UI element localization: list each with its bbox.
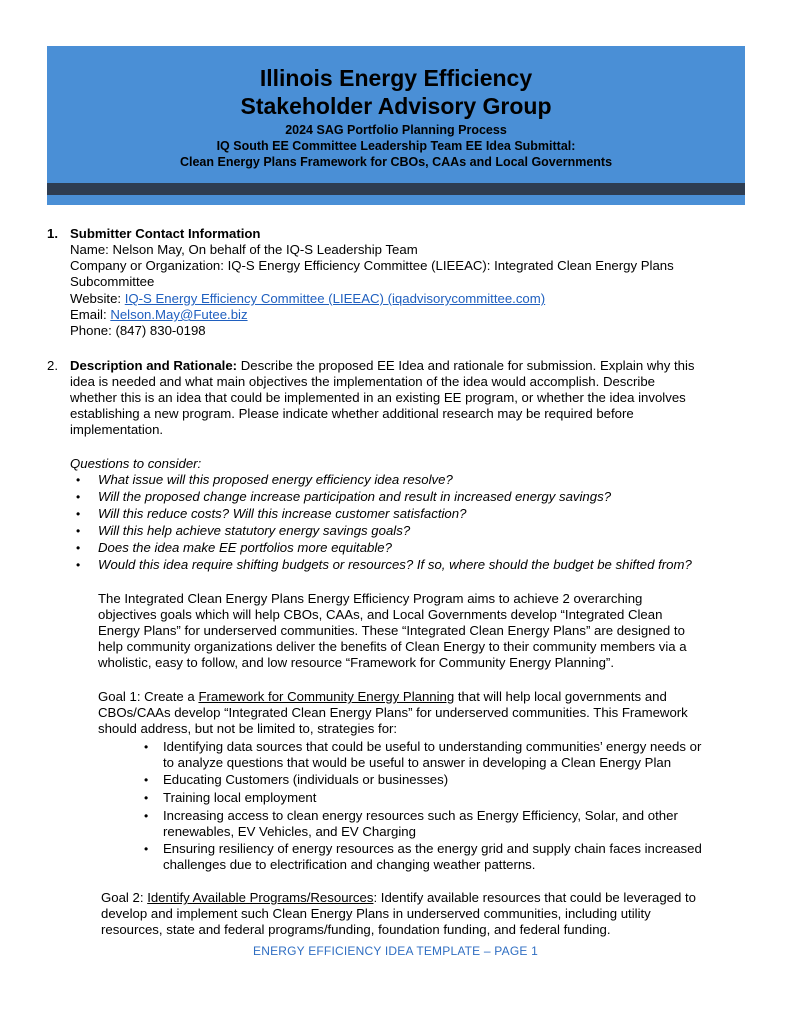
goal1-bullet: Ensuring resiliency of energy resources as the energy grid and supply chain faces increased [163, 841, 702, 856]
submitter-phone: Phone: (847) 830-0198 [70, 323, 206, 338]
goal1-bullet: Educating Customers (individuals or businesses) [163, 772, 449, 787]
goal1-framework-title: Framework for Community Energy Planning [198, 689, 455, 704]
bullet-icon: • [76, 524, 81, 538]
goal1-line2: CBOs/CAAs develop “Integrated Clean Energy Plans” for underserved communities. This Framework [98, 705, 688, 720]
bullet-icon: • [144, 842, 149, 856]
doc-subtitle-2: IQ South EE Committee Leadership Team EE Idea Submittal: [216, 139, 576, 153]
question-item: Will the proposed change increase participation and result in increased energy savings? [98, 489, 612, 504]
goal2-title: Identify Available Programs/Resources [147, 890, 374, 905]
section2-desc-line5: implementation. [70, 422, 164, 437]
bullet-icon: • [76, 541, 81, 555]
bullet-icon: • [144, 791, 149, 805]
intro-line: help community organizations deliver the benefits of Clean Energy to their community members via a [98, 639, 687, 654]
goal1-bullet: Increasing access to clean energy resources such as Energy Efficiency, Solar, and other [163, 808, 678, 823]
intro-line: Energy Plans” for underserved communities. These “Integrated Clean Energy Plans” are designed to [98, 623, 685, 638]
website-link[interactable]: IQ-S Energy Efficiency Committee (LIEEAC) (iqadvisorycommittee.com) [124, 291, 546, 306]
header-stripe-blue [47, 195, 745, 205]
questions-heading: Questions to consider: [70, 456, 202, 471]
doc-title-line1: Illinois Energy Efficiency [259, 65, 533, 91]
section1-heading: Submitter Contact Information [70, 226, 261, 241]
page-footer: ENERGY EFFICIENCY IDEA TEMPLATE – PAGE 1 [253, 944, 538, 958]
goal1-bullet: Training local employment [163, 790, 317, 805]
goal1-line3: should address, but not be limited to, strategies for: [98, 721, 398, 736]
goal1-suffix: that will help local governments and [454, 689, 667, 704]
section2-desc-line2: idea is needed and what main objectives the implementation of the idea would accomplish. Describe [70, 374, 655, 389]
question-item: Would this idea require shifting budgets or resources? If so, where should the budget be shifted from? [98, 557, 692, 572]
bullet-icon: • [144, 740, 149, 754]
submitter-email [70, 307, 248, 323]
doc-title-line2: Stakeholder Advisory Group [240, 93, 552, 119]
question-item: Will this reduce costs? Will this increase customer satisfaction? [98, 506, 467, 521]
goal1-bullet-cont: to analyze questions that would be useful to answer in developing a Clean Energy Plan [163, 755, 672, 770]
goal2-suffix: : Identify available resources that could be leveraged to [373, 890, 697, 905]
submitter-name: Name: Nelson May, On behalf of the IQ-S Leadership Team [70, 242, 418, 257]
submitter-company-line2: Subcommittee [70, 274, 155, 289]
section2-number: 2. [47, 358, 58, 373]
goal2-line3: resources, state and federal programs/funding, foundation funding, and federal funding. [101, 922, 611, 937]
doc-subtitle-1: 2024 SAG Portfolio Planning Process [285, 123, 507, 137]
intro-line: wholistic, easy to follow, and low resource “Framework for Community Energy Planning”. [98, 655, 614, 670]
header-stripe-dark [47, 183, 745, 195]
submitter-website [70, 291, 545, 307]
bullet-icon: • [76, 558, 81, 572]
goal1-bullet-cont: challenges due to electrification and changing weather patterns. [163, 857, 536, 872]
bullet-icon: • [76, 507, 81, 521]
question-item: Does the idea make EE portfolios more equitable? [98, 540, 392, 555]
goal1-bullet: Identifying data sources that could be useful to understanding communities’ energy needs or [163, 739, 702, 754]
intro-line: objectives goals which will help CBOs, CAAs, and Local Governments develop “Integrated Clean [98, 607, 663, 622]
bullet-icon: • [76, 473, 81, 487]
question-item: What issue will this proposed energy efficiency idea resolve? [98, 472, 453, 487]
goal2-prefix: Goal 2: [101, 890, 148, 905]
question-item: Will this help achieve statutory energy savings goals? [98, 523, 411, 538]
doc-subtitle-3: Clean Energy Plans Framework for CBOs, CAAs and Local Governments [179, 155, 613, 169]
email-link[interactable]: Nelson.May@Futee.biz [110, 307, 248, 322]
section2-heading: Description and Rationale: [70, 358, 238, 373]
section2-desc-line3: whether this is an idea that could be implemented in an existing EE program, or whether the idea involves [70, 390, 686, 405]
goal1-line1 [98, 689, 667, 705]
website-label: Website: [70, 291, 125, 306]
goal2-line2: develop and implement such Clean Energy Plans in underserved communities, including utility [101, 906, 651, 921]
header-banner [47, 46, 745, 183]
email-label: Email: [70, 307, 111, 322]
submitter-company-line1: Company or Organization: IQ-S Energy Efficiency Committee (LIEEAC): Integrated Clean Energy Plans [70, 258, 674, 273]
section2-desc-line1 [70, 358, 695, 374]
section2-desc-text: Describe the proposed EE Idea and rationale for submission. Explain why this [237, 358, 695, 373]
goal1-bullet-cont: renewables, EV Vehicles, and EV Charging [163, 824, 416, 839]
goal2-line1 [101, 890, 696, 906]
bullet-icon: • [144, 773, 149, 787]
section1-number: 1. [47, 226, 58, 241]
bullet-icon: • [76, 490, 81, 504]
section2-desc-line4: establishing a new program. Please indicate whether additional research may be required before [70, 406, 634, 421]
bullet-icon: • [144, 809, 149, 823]
goal1-prefix: Goal 1: Create a [98, 689, 199, 704]
intro-line: The Integrated Clean Energy Plans Energy Efficiency Program aims to achieve 2 overarching [98, 591, 643, 606]
